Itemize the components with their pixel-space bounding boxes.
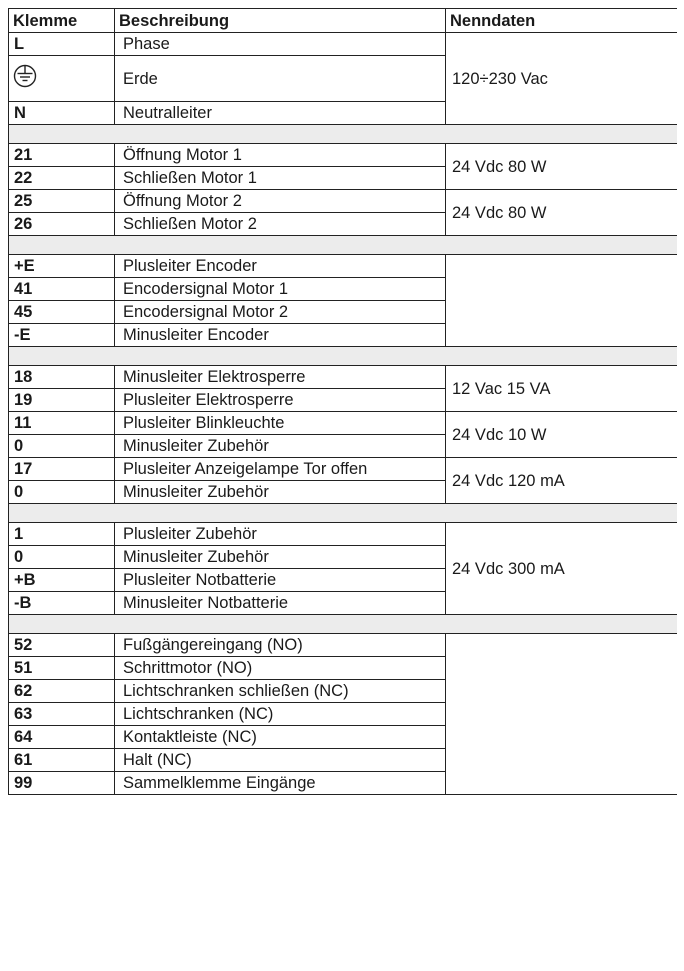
separator-cell <box>9 615 678 634</box>
table-row <box>9 412 678 435</box>
rating-cell: 12 Vac 15 VA <box>446 366 678 412</box>
table-row <box>9 458 678 481</box>
description-cell: Schließen Motor 1 <box>115 167 446 190</box>
description-cell: Halt (NC) <box>115 749 446 772</box>
rating-cell <box>446 255 678 347</box>
terminal-cell: 11 <box>9 412 115 435</box>
terminal-cell <box>9 56 115 102</box>
terminal-cell: L <box>9 33 115 56</box>
terminal-cell: 52 <box>9 634 115 657</box>
table-row <box>9 33 678 56</box>
description-cell: Schließen Motor 2 <box>115 213 446 236</box>
description-cell: Sammelklemme Eingänge <box>115 772 446 795</box>
earth-ground-icon <box>13 64 37 93</box>
separator-cell <box>9 236 678 255</box>
description-cell: Plusleiter Encoder <box>115 255 446 278</box>
table-row <box>9 523 678 546</box>
description-cell: Minusleiter Elektrosperre <box>115 366 446 389</box>
terminal-cell: 41 <box>9 278 115 301</box>
separator-row <box>9 504 678 523</box>
terminal-cell: 22 <box>9 167 115 190</box>
description-cell: Plusleiter Elektrosperre <box>115 389 446 412</box>
table-row <box>9 190 678 213</box>
rating-cell: 24 Vdc 10 W <box>446 412 678 458</box>
terminal-cell: 25 <box>9 190 115 213</box>
terminal-cell: 45 <box>9 301 115 324</box>
rating-cell: 24 Vdc 80 W <box>446 144 678 190</box>
header-klemme: Klemme <box>9 9 115 33</box>
separator-row <box>9 615 678 634</box>
description-cell: Öffnung Motor 1 <box>115 144 446 167</box>
terminal-table <box>8 8 677 795</box>
terminal-cell: 0 <box>9 546 115 569</box>
terminal-cell: 26 <box>9 213 115 236</box>
terminal-cell: 64 <box>9 726 115 749</box>
terminal-cell: 0 <box>9 481 115 504</box>
header-beschreibung: Beschreibung <box>115 9 446 33</box>
description-cell: Öffnung Motor 2 <box>115 190 446 213</box>
description-cell: Lichtschranken (NC) <box>115 703 446 726</box>
terminal-cell: 17 <box>9 458 115 481</box>
table-row <box>9 144 678 167</box>
separator-cell <box>9 504 678 523</box>
description-cell: Minusleiter Zubehör <box>115 435 446 458</box>
description-cell: Minusleiter Notbatterie <box>115 592 446 615</box>
terminal-cell: +E <box>9 255 115 278</box>
description-cell: Minusleiter Encoder <box>115 324 446 347</box>
description-cell: Encodersignal Motor 2 <box>115 301 446 324</box>
separator-cell <box>9 347 678 366</box>
rating-cell <box>446 634 678 795</box>
description-cell: Encodersignal Motor 1 <box>115 278 446 301</box>
terminal-cell: 62 <box>9 680 115 703</box>
description-cell: Phase <box>115 33 446 56</box>
description-cell: Plusleiter Notbatterie <box>115 569 446 592</box>
rating-cell: 24 Vdc 80 W <box>446 190 678 236</box>
terminal-cell: 1 <box>9 523 115 546</box>
terminal-cell: 21 <box>9 144 115 167</box>
terminal-cell: 18 <box>9 366 115 389</box>
terminal-cell: 0 <box>9 435 115 458</box>
description-cell: Kontaktleiste (NC) <box>115 726 446 749</box>
header-row <box>9 9 678 33</box>
description-cell: Fußgängereingang (NO) <box>115 634 446 657</box>
table-row <box>9 366 678 389</box>
terminal-cell: N <box>9 102 115 125</box>
rating-cell: 120÷230 Vac <box>446 33 678 125</box>
terminal-cell: -B <box>9 592 115 615</box>
terminal-cell: 61 <box>9 749 115 772</box>
description-cell: Plusleiter Zubehör <box>115 523 446 546</box>
terminal-cell: +B <box>9 569 115 592</box>
terminal-cell: 99 <box>9 772 115 795</box>
separator-row <box>9 125 678 144</box>
rating-cell: 24 Vdc 120 mA <box>446 458 678 504</box>
separator-cell <box>9 125 678 144</box>
rating-cell: 24 Vdc 300 mA <box>446 523 678 615</box>
header-nenndaten: Nenndaten <box>446 9 678 33</box>
terminal-cell: 63 <box>9 703 115 726</box>
terminal-cell: 19 <box>9 389 115 412</box>
terminal-table-container <box>8 8 677 971</box>
table-row <box>9 634 678 657</box>
separator-row <box>9 347 678 366</box>
description-cell: Erde <box>115 56 446 102</box>
terminal-cell: -E <box>9 324 115 347</box>
description-cell: Schrittmotor (NO) <box>115 657 446 680</box>
table-body <box>9 33 678 795</box>
description-cell: Plusleiter Blinkleuchte <box>115 412 446 435</box>
description-cell: Plusleiter Anzeigelampe Tor offen <box>115 458 446 481</box>
description-cell: Minusleiter Zubehör <box>115 546 446 569</box>
separator-row <box>9 236 678 255</box>
table-row <box>9 255 678 278</box>
description-cell: Minusleiter Zubehör <box>115 481 446 504</box>
description-cell: Lichtschranken schließen (NC) <box>115 680 446 703</box>
terminal-cell: 51 <box>9 657 115 680</box>
description-cell: Neutralleiter <box>115 102 446 125</box>
